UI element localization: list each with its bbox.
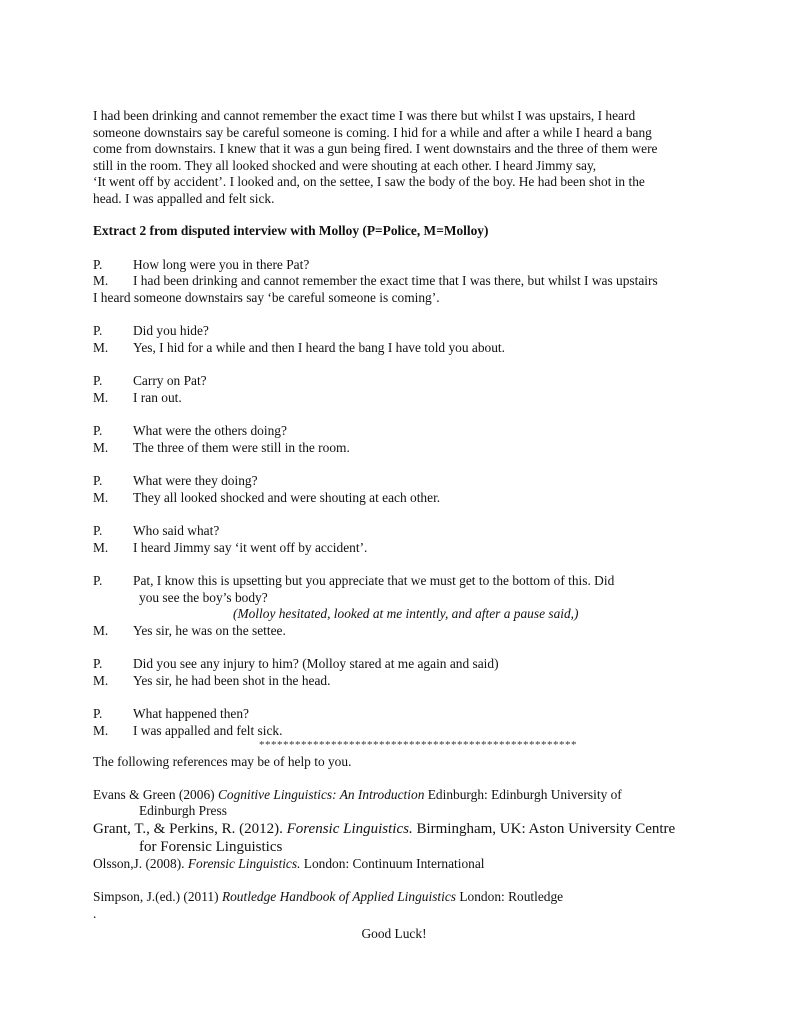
molloy-line: They all looked shocked and were shouting at each other. <box>133 489 441 505</box>
speaker-police: P. <box>93 523 103 538</box>
molloy-line: I heard Jimmy say ‘it went off by accident’. <box>133 539 368 555</box>
police-line: What were the others doing? <box>133 423 287 438</box>
interview-exchange <box>93 706 703 739</box>
separator-line: ***************************************************** <box>259 739 577 751</box>
speaker-molloy: M. <box>93 489 109 505</box>
molloy-line: Yes sir, he had been shot in the head. <box>133 672 331 688</box>
statement-line: head. I was appalled and felt sick. <box>93 190 275 206</box>
statement-line: someone downstairs say be careful someone is coming. I hid for a while and after a while I heard a bang <box>93 124 652 140</box>
speaker-molloy: M. <box>93 439 109 455</box>
interview-exchange <box>93 373 703 406</box>
stray-dot: . <box>93 905 97 921</box>
speaker-police: P. <box>93 323 103 338</box>
references-intro: The following references may be of help to you. <box>93 754 352 769</box>
reference-item <box>93 787 703 820</box>
statement-line: ‘It went off by accident’. I looked and, on the settee, I saw the body of the boy. He had been shot in the <box>93 174 645 189</box>
police-line: Did you see any injury to him? (Molloy stared at me again and said) <box>133 656 499 671</box>
police-line-continued: you see the boy’s body? <box>139 589 268 605</box>
interview-exchange <box>93 656 703 689</box>
interview-exchange <box>93 573 703 639</box>
reference-publisher: London: Routledge <box>456 889 564 904</box>
reference-author: Evans & Green (2006) <box>93 786 218 802</box>
speaker-molloy: M. <box>93 622 109 638</box>
police-line: How long were you in there Pat? <box>133 256 310 272</box>
reference-item <box>93 889 703 906</box>
speaker-molloy: M. <box>93 389 109 405</box>
molloy-line: I had been drinking and cannot remember the exact time that I was there, but whilst I was upstairs <box>133 273 658 288</box>
police-line: What were they doing? <box>133 473 258 488</box>
reference-author: Olsson,J. (2008). <box>93 855 188 871</box>
interview-exchange <box>93 523 703 556</box>
speaker-police: P. <box>93 473 103 488</box>
interview-exchange <box>93 423 703 456</box>
reference-publisher: London: Continuum International <box>300 855 485 871</box>
police-line: Pat, I know this is upsetting but you appreciate that we must get to the bottom of this. Did <box>133 573 615 588</box>
speaker-molloy: M. <box>93 539 109 555</box>
stage-direction: (Molloy hesitated, looked at me intently, and after a pause said,) <box>233 606 579 621</box>
speaker-molloy: M. <box>93 722 109 738</box>
reference-publisher: Edinburgh: Edinburgh University of <box>424 786 622 802</box>
reference-author: Simpson, J.(ed.) (2011) <box>93 889 222 904</box>
speaker-molloy: M. <box>93 672 109 688</box>
speaker-police: P. <box>93 256 103 272</box>
document-page <box>93 108 703 943</box>
interview-exchange <box>93 323 703 356</box>
molloy-line-continued: I heard someone downstairs say ‘be careful someone is coming’. <box>93 289 440 305</box>
reference-title: Forensic Linguistics. <box>286 820 413 837</box>
police-line: Who said what? <box>133 523 220 538</box>
speaker-police: P. <box>93 373 103 388</box>
statement-line: still in the room. They all looked shocked and were shouting at each other. I heard Jimmy say, <box>93 157 597 173</box>
interview-exchange <box>93 473 703 506</box>
statement-line: I had been drinking and cannot remember the exact time I was there but whilst I was upstairs, I heard <box>93 108 636 123</box>
reference-item <box>93 820 703 856</box>
reference-continued: for Forensic Linguistics <box>139 838 283 855</box>
closing-text: Good Luck! <box>361 926 427 941</box>
reference-publisher: Birmingham, UK: Aston University Centre <box>412 820 676 837</box>
statement-line: come from downstairs. I knew that it was a gun being fired. I went downstairs and the three of them were <box>93 141 658 156</box>
speaker-police: P. <box>93 573 103 588</box>
references-list <box>93 787 703 906</box>
molloy-line: Yes, I hid for a while and then I heard the bang I have told you about. <box>133 339 505 355</box>
speaker-police: P. <box>93 706 103 721</box>
speaker-police: P. <box>93 423 103 438</box>
section-heading: Extract 2 from disputed interview with Molloy (P=Police, M=Molloy) <box>93 223 489 238</box>
molloy-line: I ran out. <box>133 389 182 405</box>
reference-title: Forensic Linguistics. <box>187 855 301 871</box>
speaker-molloy: M. <box>93 339 109 355</box>
molloy-line: Yes sir, he was on the settee. <box>133 622 286 638</box>
molloy-line: I was appalled and felt sick. <box>133 722 283 738</box>
police-line: What happened then? <box>133 706 249 721</box>
reference-title: Cognitive Linguistics: An Introduction <box>217 786 425 802</box>
molloy-line: The three of them were still in the room. <box>133 439 350 455</box>
reference-title: Routledge Handbook of Applied Linguistics <box>221 889 457 904</box>
reference-item <box>93 856 703 873</box>
speaker-police: P. <box>93 656 103 671</box>
reference-author: Grant, T., & Perkins, R. (2012). <box>93 820 287 837</box>
speaker-molloy: M. <box>93 273 109 288</box>
police-line: Did you hide? <box>133 323 209 338</box>
police-line: Carry on Pat? <box>133 373 207 388</box>
interview-exchange <box>93 257 703 307</box>
statement-paragraph <box>93 108 703 207</box>
reference-continued: Edinburgh Press <box>139 803 227 818</box>
